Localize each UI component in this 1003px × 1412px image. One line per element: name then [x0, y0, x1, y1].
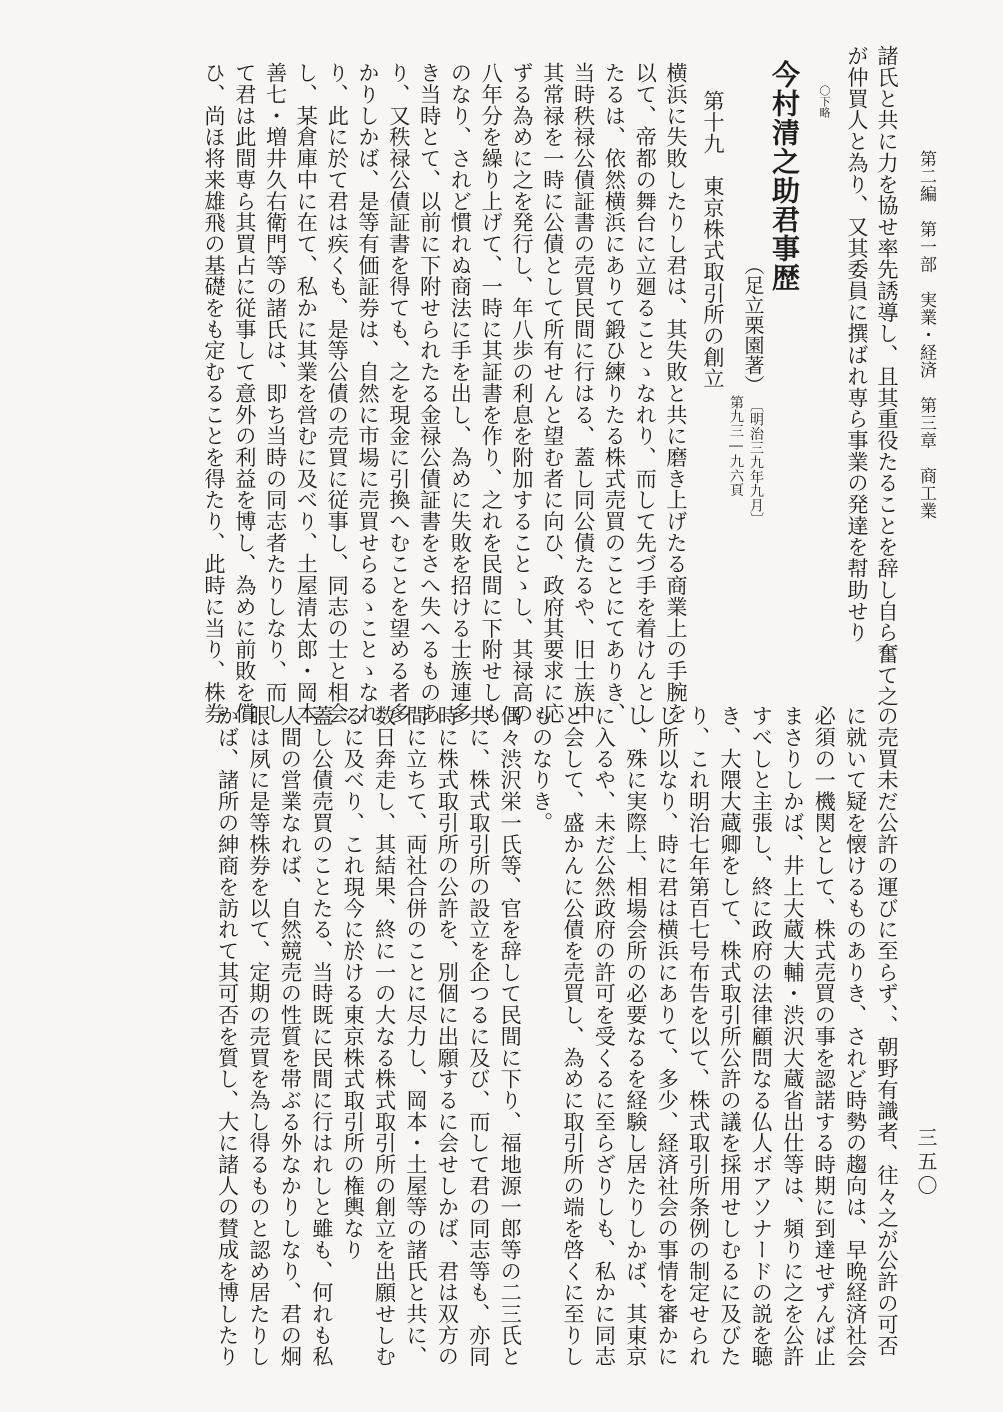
text-column: まさりしかば、井上大蔵大輔・渋沢大蔵省出仕等は、頻りに之を公許	[780, 705, 806, 1367]
running-head: 第二編 第一部 実業・経済 第三章 商工業	[916, 150, 936, 520]
text-column: ずる為めに之を発行し、年八歩の利息を附加することゝし、其禄高の	[510, 62, 535, 724]
text-column: ものなりき。	[529, 705, 555, 834]
text-column: るに及べり、これ現今に於ける東京株式取引所の権輿なり	[341, 705, 367, 1261]
text-column: 善七・増井久右衛門等の諸氏は、即ち当時の同志者たりしなり、而し	[263, 62, 289, 724]
text-column: かば、諸所の紳商を訪れて其可否を質し、大に諸人の賛成を博したり	[215, 705, 241, 1367]
text-column: 八年分を繰り上げて、一時に其証書を作り、之れを民間に下附せしも	[479, 62, 505, 724]
omission-note: 〇下略	[818, 85, 831, 118]
article-title: 今村清之助君事歴	[768, 60, 801, 292]
text-column: 共に、株式取引所の設立を企つるに及び、而して君の同志等も、亦同	[466, 705, 492, 1367]
source-note-pages: 第九三―九六頁	[728, 395, 744, 498]
text-column: り、又秩禄公債証書を得ても、之を現金に引換へむことを望める者多	[386, 62, 412, 724]
text-column: 蓋し公債売買のことたる、当時既に民間に行はれしと雖も、何れも私	[309, 705, 335, 1367]
text-column: て君は此間専ら其買占に従事して意外の利益を博し、為めに前敗を償	[232, 62, 258, 724]
text-column: 必須の一機関として、株式売買の事を認諾する時期に到達せずんば止	[812, 705, 838, 1367]
text-column: と会して、盛かんに公債を売買し、為めに取引所の端を啓くに至りし	[561, 705, 586, 1367]
text-column: き当時とて、以前に下附せられたる金禄公債証書をさへ失へるものあ	[417, 62, 443, 724]
text-column: 以て、帝都の舞台に立廻ることゝなれり、而して先づ手を着けんとし	[633, 62, 659, 724]
text-column: たるは、依然横浜にありて鍛ひ練りたる株式売買のことにてありき、	[602, 62, 628, 724]
text-column: き、大隈大蔵卿をして、株式取引所公許の議を採用せしむるに及びた	[718, 705, 743, 1367]
text-column: のなり、されど慣れぬ商法に手を出し、為めに失敗を招ける士族連多	[448, 62, 474, 724]
source-note-date: 〔明治三九年九月〕	[748, 398, 764, 527]
text-column: ひ、尚ほ将来雄飛の基礎をも定むることを得たり、此時に当り、株券	[202, 62, 227, 724]
text-column: り、これ明治七年第百七号布告を以て、株式取引所条例の制定せられ	[686, 705, 712, 1367]
text-column: 当時秩禄公債証書の売買民間に行はる、蓋し同公債たるや、旧士族中	[571, 62, 597, 724]
text-column: に入るや、未だ公然政府の許可を受くるに至らざりしも、私かに同志	[592, 705, 618, 1367]
text-column: が仲買人と為り、又其委員に撰ばれ専ら事業の発達を幇助せり	[845, 45, 870, 643]
text-column: し所以なり、時に君は横浜にありて、多少、経済社会の事情を審かに	[655, 705, 681, 1367]
text-column: 数日奔走し、其結果、終に一の大なる株式取引所の創立を出願せしむ	[372, 705, 398, 1367]
text-column: の売買未だ公許の運びに至らず、、朝野有識者、往々之が公許の可否	[875, 705, 900, 1357]
text-column: かりしかば、是等有価証券は、自然に市場に売買せらるゝことゝなれ	[356, 62, 381, 724]
text-column: 間に立ちて、両社合併のことに尽力し、岡本・土屋等の諸氏と共に、	[404, 705, 429, 1367]
text-column: 時に株式取引所の公許を、別個に出願するに会せしかば、君は双方の	[435, 705, 461, 1367]
text-column: 其常禄を一時に公債として所有せんと望む者に向ひ、政府其要求に応	[540, 62, 566, 724]
text-column: 眼は夙に是等株券を以て、定期の売買を為し得るものと認め居たりし	[247, 705, 272, 1367]
section-heading: 第十九 東京株式取引所の創立	[701, 90, 726, 389]
text-column: 横浜に失敗したりし君は、其失敗と共に磨き上げたる商業上の手腕を	[664, 62, 689, 724]
text-column: 諸氏と共に力を協せ率先誘導し、且其重役たることを辞し自ら奮て之	[875, 45, 900, 707]
text-column: 人間の営業なれば、自然競売の性質を帯ぶる外なかりしなり、君の炯	[278, 705, 304, 1367]
text-column: り、此に於て君は疾くも、是等公債の売買に従事し、同志の士と相会	[325, 62, 351, 724]
text-column: すべしと主張し、終に政府の法律顧問なる仏人ボアソナードの説を聴	[749, 705, 775, 1367]
text-column: し、殊に実際上、相場会所の必要なるを経験し居たりしかば、其東京	[623, 705, 649, 1367]
text-column: 偶々渋沢栄一氏等、官を辞して民間に下り、福地源一郎等の二三氏と	[498, 705, 524, 1367]
page-number: 三五〇	[914, 1127, 938, 1199]
text-column: し、某倉庫中に在て、私かに其業を営むに及べり、土屋清太郎・岡本	[294, 62, 320, 724]
text-column: に就いて疑を懐けるものありき、されど時勢の趨向は、早晩経済社会	[843, 705, 869, 1367]
article-author: （足立栗園著）	[741, 255, 765, 395]
